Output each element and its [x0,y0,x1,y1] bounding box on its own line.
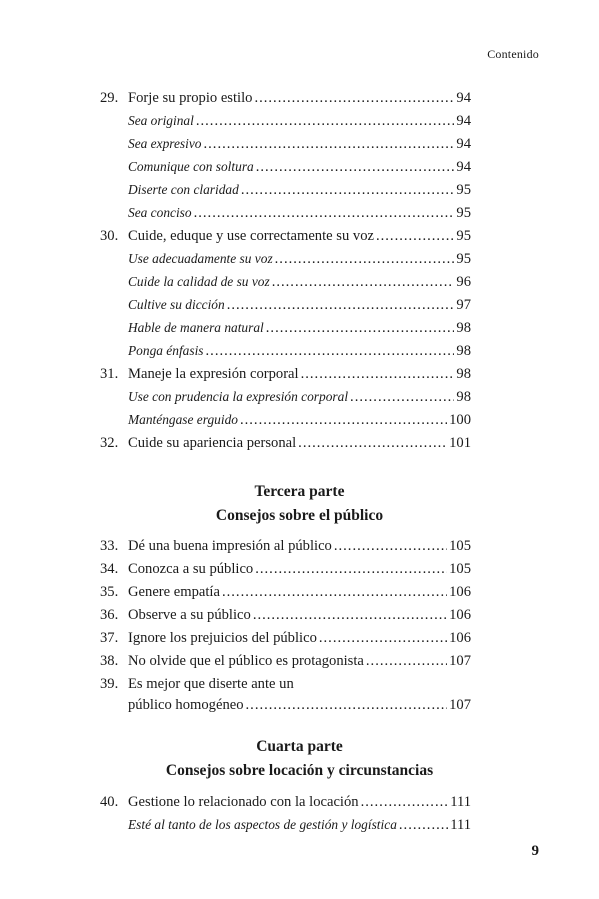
entry-title: Maneje la expresión corporal [128,366,299,382]
leader-dots [227,297,455,314]
toc-entry[interactable] [100,435,471,458]
entry-number: 40. [100,794,119,810]
entry-page: 94 [456,159,471,175]
toc-entry[interactable] [100,794,471,817]
section-part-label: Tercera parte [254,483,345,500]
leader-dots [204,136,455,153]
toc-entry-line-1[interactable] [100,676,471,697]
leader-dots [196,113,455,130]
subentry-title: Hable de manera natural [128,320,264,335]
subentry-title: Esté al tanto de los aspectos de gestión y logística [128,817,397,832]
entry-title: Dé una buena impresión al público [128,538,332,554]
toc-entry[interactable] [100,607,471,630]
subentry-title: Use adecuadamente su voz [128,251,273,266]
entry-number: 37. [100,630,119,646]
entry-page: 100 [449,412,471,428]
leader-dots [256,159,455,176]
toc-subentry[interactable] [100,113,471,136]
leader-dots [301,366,455,383]
entry-number: 33. [100,538,119,554]
leader-dots [272,274,455,291]
entry-title: Observe a su público [128,607,251,623]
entry-page: 95 [456,228,471,244]
entry-title: Gestione lo relacionado con la locación [128,794,359,810]
section-title: Consejos sobre el público [215,507,384,524]
subentry-title: Comunique con soltura [128,159,254,174]
entry-page: 96 [456,274,471,290]
entry-number: 32. [100,435,119,451]
entry-page: 98 [456,320,471,336]
leader-dots [194,205,455,222]
toc-entry[interactable] [100,584,471,607]
section-title: Consejos sobre locación y circunstancias [165,762,434,779]
entry-page: 98 [456,389,471,405]
entry-title: Conozca a su público [128,561,254,577]
entry-title-continued: público homogéneo [128,697,244,713]
toc-subentry[interactable] [100,412,471,435]
entry-title: Cuide su apariencia personal [128,435,297,451]
entry-number: 31. [100,366,119,382]
entry-page: 107 [449,653,471,669]
subentry-title: Sea conciso [128,205,192,220]
toc-entry[interactable] [100,538,471,561]
toc-subentry[interactable] [100,251,471,274]
entry-number: 38. [100,653,119,669]
entry-page: 111 [450,817,471,833]
subentry-title: Manténgase erguido [128,412,238,427]
entry-page: 107 [449,697,471,713]
entry-number: 30. [100,228,119,244]
leader-dots [399,817,448,834]
entry-title: Cuide, eduque y use correctamente su voz [128,228,374,244]
entry-number: 36. [100,607,119,623]
page-number: 9 [531,843,539,859]
toc-group-1 [100,90,471,458]
entry-page: 105 [449,538,471,554]
subentry-title: Sea expresivo [128,136,202,151]
entry-title: No olvide que el público es protagonista [128,653,364,669]
subentry-title: Cultive su dicción [128,297,225,312]
entry-page: 95 [456,251,471,267]
running-header: Contenido [487,47,539,61]
section-part-label: Cuarta parte [256,738,343,755]
toc-subentry[interactable] [100,205,471,228]
entry-page: 94 [456,136,471,152]
entry-page: 105 [449,561,471,577]
entry-title: Forje su propio estilo [128,90,253,106]
toc-subentry[interactable] [100,274,471,297]
leader-dots [319,630,447,647]
entry-page: 111 [450,794,471,810]
leader-dots [334,538,447,555]
toc-subentry[interactable] [100,297,471,320]
leader-dots [376,228,454,245]
toc-subentry[interactable] [100,182,471,205]
subentry-title: Use con prudencia la expresión corporal [128,389,349,404]
entry-number: 34. [100,561,119,577]
toc-subentry[interactable] [100,320,471,343]
leader-dots [266,320,455,337]
toc-entry[interactable] [100,90,471,113]
toc-entry[interactable] [100,653,471,676]
toc-subentry[interactable] [100,159,471,182]
subentry-title: Ponga énfasis [128,343,204,358]
toc-entry-line-2[interactable] [100,697,471,720]
entry-page: 95 [456,182,471,198]
subentry-title: Cuide la calidad de su voz [128,274,270,289]
toc-subentry[interactable] [100,343,471,366]
toc-subentry[interactable] [100,817,471,840]
entry-page: 95 [456,205,471,221]
toc-entry[interactable] [100,228,471,251]
subentry-title: Diserte con claridad [128,182,239,197]
toc-group-2 [100,538,471,720]
entry-page: 106 [449,584,471,600]
leader-dots [241,182,455,199]
leader-dots [254,90,454,107]
leader-dots [240,412,447,429]
leader-dots [366,653,447,670]
subentry-title: Sea original [128,113,194,128]
entry-page: 106 [449,630,471,646]
leader-dots [246,697,448,714]
entry-number: 29. [100,90,119,106]
entry-page: 106 [449,607,471,623]
leader-dots [298,435,447,452]
entry-page: 94 [456,113,471,129]
entry-page: 101 [449,435,471,451]
leader-dots [253,607,447,624]
entry-page: 94 [456,90,471,106]
toc-subentry[interactable] [100,389,471,412]
leader-dots [350,389,454,406]
entry-number: 35. [100,584,119,600]
toc-entry[interactable] [100,561,471,584]
leader-dots [275,251,455,268]
toc-entry[interactable] [100,630,471,653]
leader-dots [222,584,447,601]
toc-subentry[interactable] [100,136,471,159]
entry-page: 98 [456,343,471,359]
entry-page: 98 [456,366,471,382]
entry-title: Genere empatía [128,584,220,600]
leader-dots [361,794,449,811]
entry-title: Es mejor que diserte ante un [128,676,294,692]
entry-number: 39. [100,676,119,692]
entry-title: Ignore los prejuicios del público [128,630,317,646]
toc-group-3 [100,794,471,840]
leader-dots [255,561,447,578]
toc-entry[interactable] [100,366,471,389]
leader-dots [206,343,455,360]
entry-page: 97 [456,297,471,313]
